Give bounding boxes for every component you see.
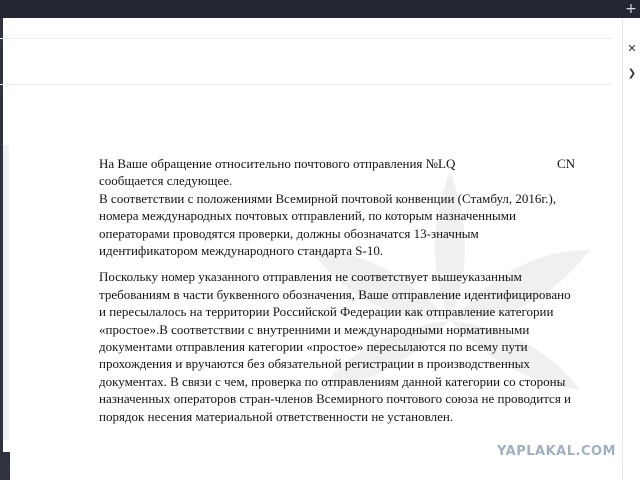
letter-intro-continuation: сообщается следующее. <box>99 173 233 189</box>
divider-line <box>0 38 612 39</box>
chevron-right-icon[interactable]: ❯ <box>627 68 637 79</box>
right-side-panel <box>622 18 640 480</box>
letter-paragraph-1: В соответствии с положениями Всемирной почтовой конвенции (Стамбул, 2016г.), номера международных почтовых отправлений, по которым назначенными операторами проводятся проверки, должны обозначатся 13-значным идентификатором международного стандарта S-10. <box>99 190 557 259</box>
close-icon[interactable]: ✕ <box>627 42 637 55</box>
browser-top-bar <box>0 0 640 18</box>
divider-line <box>0 84 612 85</box>
letter-first-line <box>99 155 575 172</box>
tracking-suffix: CN <box>556 156 575 171</box>
bottom-edge-strip <box>0 452 10 480</box>
site-watermark: YAPLAKAL.COM <box>497 444 616 459</box>
paragraph-gap <box>99 259 575 268</box>
left-edge-panel <box>3 145 9 440</box>
letter-body <box>99 155 575 425</box>
letter-intro-text: На Ваше обращение относительно почтового отправления №LQ <box>99 156 456 171</box>
new-tab-plus-icon[interactable]: + <box>625 1 637 17</box>
letter-paragraph-2: Поскольку номер указанного отправления не соответствует вышеуказанным требованиям в части буквенного обозначения, Ваше отправление идентифицировано и пересылалось на территории Российской Федерации как отправление категории «простое».В соответствии с внутренними и международными нормативными документами отправления категории «простое» пересылаются по всему пути прохождения и вручаются без обязательной регистрации в производственных документах. В связи с чем, проверка по отправлениям данной категории со стороны назначенных операторов стран-членов Всемирного почтового союза не проводится и порядок несения материальной ответственности не установлен. <box>99 269 571 424</box>
